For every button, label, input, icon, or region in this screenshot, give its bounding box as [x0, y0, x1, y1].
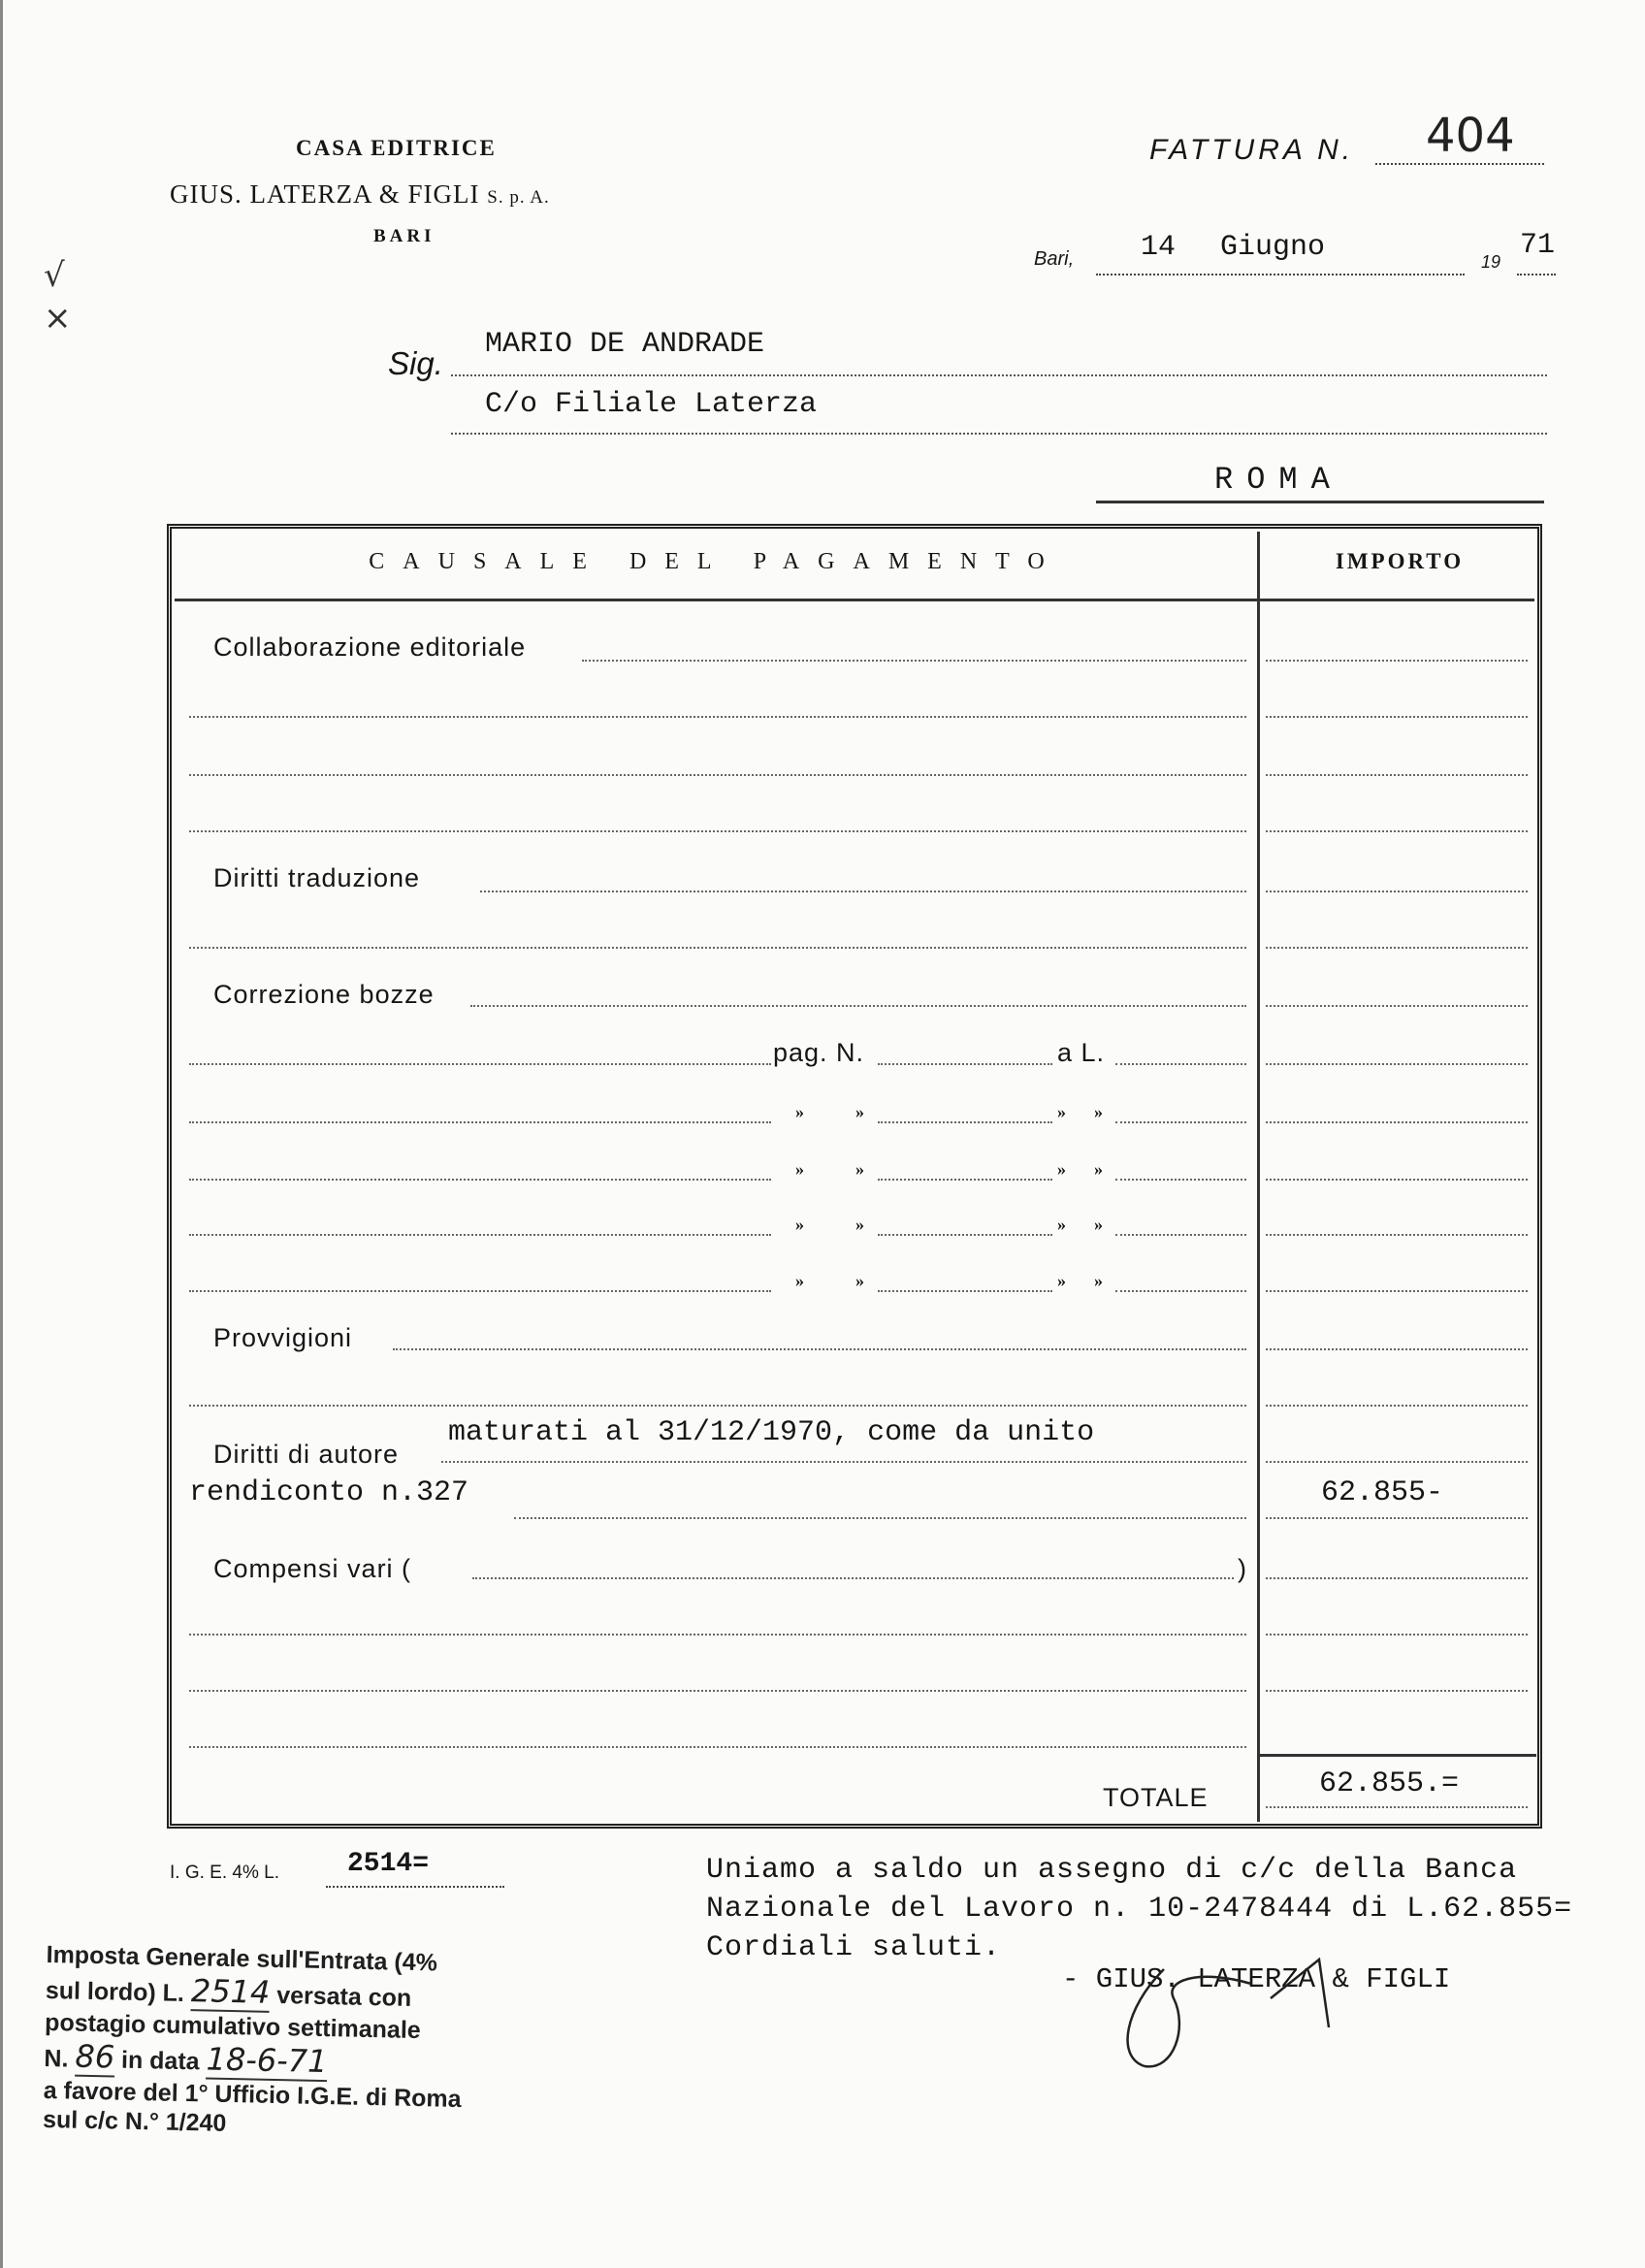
- causale-line: [189, 1063, 771, 1065]
- ditto-mark: »: [1057, 1159, 1066, 1179]
- pag-line: [878, 1179, 1052, 1181]
- importo-line: [1266, 1290, 1528, 1292]
- publisher-line2: [170, 179, 550, 210]
- importo-line: [1266, 1234, 1528, 1236]
- importo-line: [1266, 1405, 1528, 1407]
- recipient-line-2: [451, 433, 1547, 435]
- causale-line: [189, 1179, 771, 1181]
- year-prefix: 19: [1481, 252, 1501, 272]
- column-header-causale: CAUSALE DEL PAGAMENTO: [369, 549, 1063, 574]
- stamp-n-value: 86: [75, 2037, 115, 2076]
- causale-line: [189, 1405, 1246, 1407]
- stamp-lordo-value: 2514: [190, 1972, 271, 2011]
- recipient-city: ROMA: [1214, 462, 1343, 498]
- label-traduzione: Diritti traduzione: [213, 863, 421, 892]
- stamp-date: 18-6-71: [206, 2040, 328, 2081]
- invoice-number-line: [1375, 163, 1544, 165]
- amount-line: [1115, 1234, 1246, 1236]
- importo-line: [1266, 1461, 1528, 1463]
- importo-line: [1266, 1121, 1528, 1123]
- causale-line: [189, 774, 1246, 776]
- ditto-mark: »: [795, 1271, 804, 1290]
- signature-scribble: [1096, 1940, 1387, 2086]
- causale-line: [582, 660, 1246, 662]
- invoice-number: 404: [1426, 109, 1515, 163]
- causale-line: [189, 1634, 1246, 1636]
- stamp-line-3: postagio cumulativo settimanale: [44, 2008, 422, 2045]
- importo-line: [1266, 660, 1528, 662]
- ditto-mark: »: [795, 1102, 804, 1121]
- recipient-address: C/o Filiale Laterza: [485, 388, 818, 421]
- causale-line: [189, 1746, 1246, 1748]
- ditto-mark: »: [1094, 1102, 1103, 1121]
- importo-line: [1266, 774, 1528, 776]
- importo-line: [1266, 1634, 1528, 1636]
- label-compensi: Compensi vari (: [213, 1554, 412, 1583]
- causale-line: [470, 1005, 1246, 1007]
- importo-line: [1266, 891, 1528, 892]
- ditto-mark: »: [1094, 1159, 1103, 1179]
- causale-line: [472, 1577, 1234, 1579]
- stamp-line-6: sul c/c N.° 1/240: [42, 2105, 227, 2137]
- recipient-line-1: [451, 374, 1547, 376]
- table-column-separator: [1257, 532, 1260, 1822]
- publisher-line1: CASA EDITRICE: [296, 136, 497, 160]
- stamp-versata: versata con: [275, 1981, 412, 2012]
- stamp-in-data: in data: [120, 2046, 200, 2076]
- pag-line: [878, 1121, 1052, 1123]
- stamp-n-label: N.: [44, 2044, 69, 2073]
- causale-line: [189, 716, 1246, 718]
- page-left-edge: [0, 0, 3, 2268]
- ditto-mark: »: [855, 1215, 864, 1234]
- label-pag-n: pag. N.: [773, 1038, 865, 1067]
- recipient-city-underline: [1096, 501, 1544, 503]
- date-line: [1096, 274, 1465, 275]
- year-line: [1517, 274, 1556, 275]
- recipient-name: MARIO DE ANDRADE: [485, 328, 765, 361]
- amount-line: [1115, 1121, 1246, 1123]
- causale-line: [189, 947, 1246, 949]
- causale-line: [189, 830, 1246, 832]
- recipient-label: Sig.: [388, 345, 443, 381]
- publisher-city: BARI: [373, 226, 435, 246]
- ige-amount: 2514=: [347, 1849, 430, 1879]
- causale-line: [189, 1121, 771, 1123]
- check-mark: √: [44, 256, 65, 295]
- diritti-autore-amount: 62.855-: [1321, 1476, 1444, 1509]
- importo-line: [1266, 830, 1528, 832]
- totale-line: [1266, 1806, 1528, 1808]
- label-a-l: a L.: [1057, 1038, 1106, 1067]
- causale-line: [189, 1290, 771, 1292]
- importo-line: [1266, 716, 1528, 718]
- causale-line: [393, 1348, 1246, 1350]
- date-day: 14: [1141, 231, 1177, 264]
- message-line-1: Uniamo a saldo un assegno di c/c della Banca: [706, 1854, 1518, 1887]
- importo-line: [1266, 1690, 1528, 1692]
- year-value: 71: [1520, 229, 1556, 262]
- ditto-mark: »: [1057, 1271, 1066, 1290]
- ditto-mark: »: [855, 1159, 864, 1179]
- tax-stamp: [43, 1940, 465, 2143]
- importo-line: [1266, 1179, 1528, 1181]
- publisher-name: GIUS. LATERZA & FIGLI: [170, 179, 480, 209]
- ditto-mark: »: [1094, 1271, 1103, 1290]
- causale-line: [514, 1517, 1246, 1519]
- ditto-mark: »: [1057, 1215, 1066, 1234]
- amount-line: [1115, 1179, 1246, 1181]
- stamp-lordo-label: sul lordo) L.: [45, 1976, 185, 2007]
- label-collaborazione: Collaborazione editoriale: [213, 632, 527, 662]
- ige-label: I. G. E. 4% L.: [170, 1863, 279, 1883]
- importo-line: [1266, 1348, 1528, 1350]
- margin-marks: [44, 254, 72, 340]
- pag-line: [878, 1234, 1052, 1236]
- amount-line: [1115, 1290, 1246, 1292]
- pag-line: [878, 1063, 1052, 1065]
- causale-line: [441, 1461, 1246, 1463]
- importo-line: [1266, 1577, 1528, 1579]
- label-correzione: Correzione bozze: [213, 980, 435, 1009]
- stamp-line-1: Imposta Generale sull'Entrata (4%: [46, 1940, 438, 1977]
- ditto-mark: »: [855, 1102, 864, 1121]
- compensi-close-paren: ): [1238, 1554, 1247, 1583]
- cross-mark: ×: [44, 299, 72, 338]
- importo-line: [1266, 1517, 1528, 1519]
- diritti-autore-description: maturati al 31/12/1970, come da unito: [448, 1416, 1095, 1449]
- importo-line: [1266, 947, 1528, 949]
- totale-box-top: [1257, 1754, 1536, 1757]
- ditto-mark: »: [1057, 1102, 1066, 1121]
- causale-line: [480, 891, 1246, 892]
- message-line-2: Nazionale del Lavoro n. 10-2478444 di L.62.855=: [706, 1893, 1573, 1926]
- causale-line: [189, 1690, 1246, 1692]
- totale-label: TOTALE: [1103, 1783, 1209, 1812]
- place-label: Bari,: [1034, 248, 1075, 270]
- column-header-importo: IMPORTO: [1335, 549, 1465, 573]
- signer-name: - GIUS. LATERZA & FIGLI: [1062, 1963, 1451, 1995]
- importo-line: [1266, 1005, 1528, 1007]
- importo-line: [1266, 1063, 1528, 1065]
- date-month: Giugno: [1220, 231, 1326, 264]
- invoice-label: FATTURA N.: [1149, 134, 1355, 166]
- ditto-mark: »: [795, 1215, 804, 1234]
- ditto-mark: »: [795, 1159, 804, 1179]
- table-header-separator: [175, 599, 1534, 601]
- label-diritti-autore: Diritti di autore: [213, 1440, 400, 1469]
- stamp-line-5: a favore del 1° Ufficio I.G.E. di Roma: [43, 2076, 462, 2113]
- amount-line: [1115, 1063, 1246, 1065]
- pag-line: [878, 1290, 1052, 1292]
- ditto-mark: »: [855, 1271, 864, 1290]
- ditto-mark: »: [1094, 1215, 1103, 1234]
- ige-line: [326, 1886, 504, 1888]
- message-line-3: Cordiali saluti.: [706, 1931, 1002, 1964]
- causale-line: [189, 1234, 771, 1236]
- label-provvigioni: Provvigioni: [213, 1323, 353, 1352]
- diritti-autore-rendiconto: rendiconto n.327: [189, 1476, 469, 1509]
- totale-amount: 62.855.=: [1319, 1767, 1460, 1800]
- publisher-suffix: S. p. A.: [487, 187, 550, 208]
